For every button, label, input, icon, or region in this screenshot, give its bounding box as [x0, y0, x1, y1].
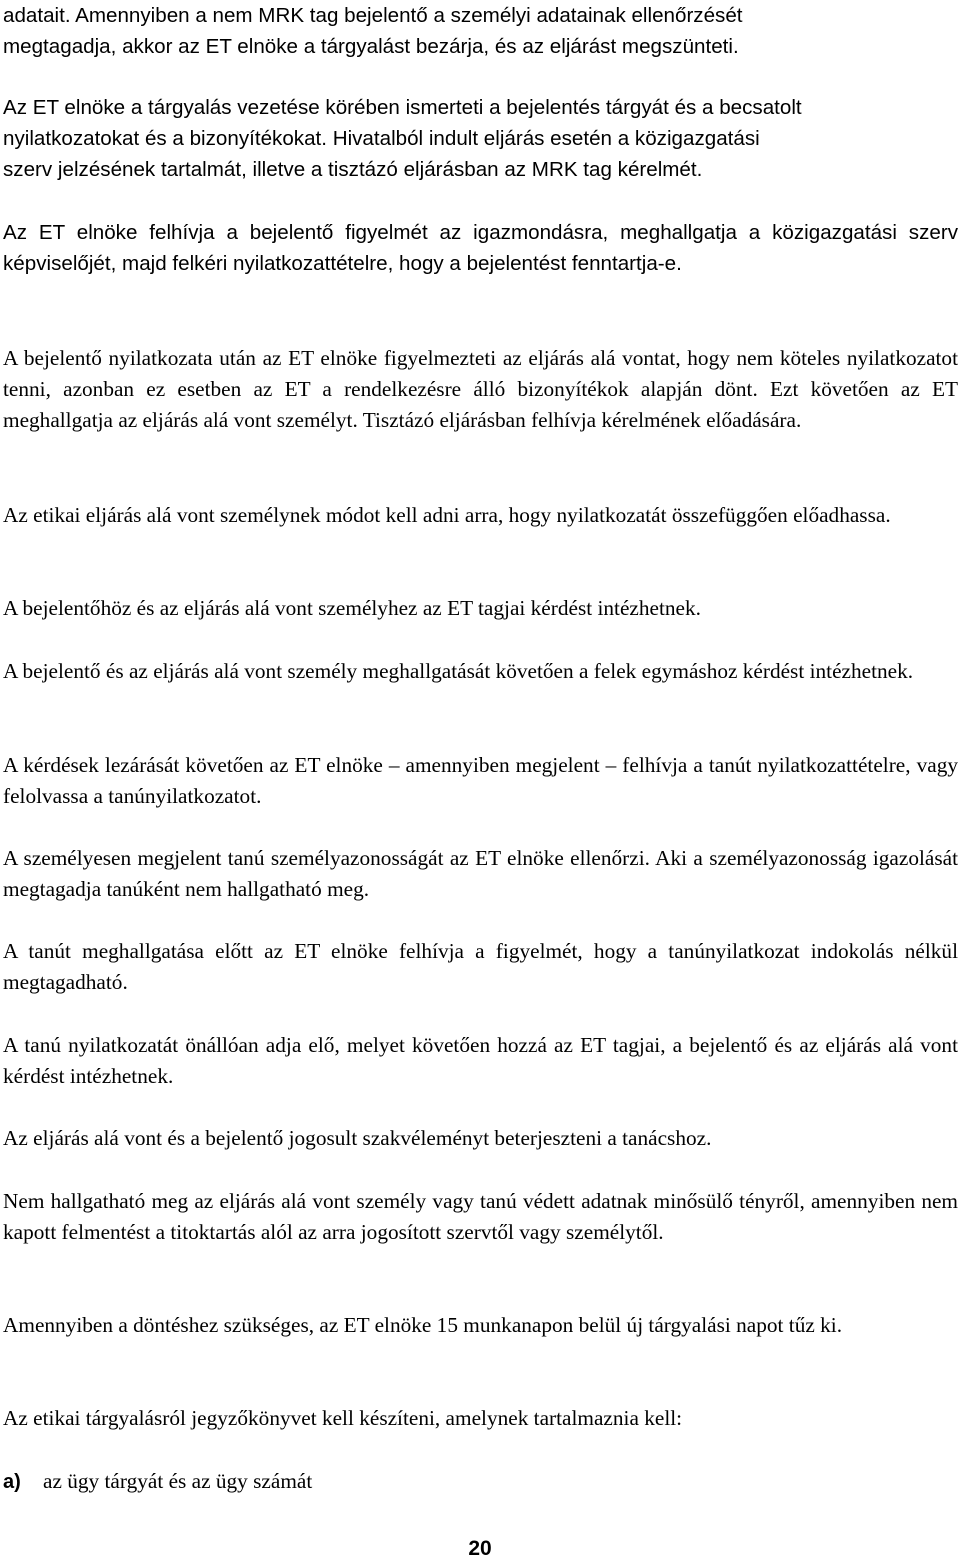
- paragraph-6: A bejelentőhöz és az eljárás alá vont személyhez az ET tagjai kérdést intézhetnek.: [3, 596, 701, 620]
- paragraph-12: Az eljárás alá vont és a bejelentő jogosult szakvéleményt beterjeszteni a tanácshoz.: [3, 1126, 712, 1150]
- paragraph-13: Nem hallgatható meg az eljárás alá vont személy vagy tanú védett adatnak minősülő tényről, amennyiben nem kapott felmentést a titoktartás alól az arra jogosított szervtől vagy személytől.: [3, 1189, 958, 1244]
- paragraph-15: Az etikai tárgyalásról jegyzőkönyvet kell készíteni, amelynek tartalmaznia kell:: [3, 1406, 683, 1430]
- page-number: 20: [468, 1537, 492, 1560]
- paragraph-14: Amennyiben a döntéshez szükséges, az ET elnöke 15 munkanapon belül új tárgyalási napot tűz ki.: [3, 1313, 843, 1337]
- paragraph-4: A bejelentő nyilatkozata után az ET elnöke figyelmezteti az eljárás alá vontat, hogy nem köteles nyilatkozatot tenni, azonban ez esetben az ET a rendelkezésre álló bizonyítékok alapján dönt. Ezt követően az ET meghallgatja az eljárás alá vont személyt. Tisztázó eljárásban felhívja kérelmének előadására.: [3, 346, 958, 432]
- paragraph-7: A bejelentő és az eljárás alá vont személy meghallgatását követően a felek egymáshoz kérdést intézhetnek.: [3, 659, 914, 683]
- paragraph-9: A személyesen megjelent tanú személyazonosságát az ET elnöke ellenőrzi. Aki a személyazonosság igazolását megtagadja tanúként nem hallgatható meg.: [3, 846, 958, 901]
- paragraph-3: Az ET elnöke felhívja a bejelentő figyelmét az igazmondásra, meghallgatja a közigazgatási szerv képviselőjét, majd felkéri nyilatkozattételre, hogy a bejelentést fenntartja-e.: [3, 221, 958, 275]
- list-marker: a): [3, 1471, 21, 1493]
- paragraph-2-line-2a: nyilatkozatokat és a bizonyítékokat.: [3, 127, 327, 150]
- list-item: [3, 1466, 958, 1498]
- list-item-text: az ügy tárgyát és az ügy számát: [43, 1469, 313, 1493]
- paragraph-5: Az etikai eljárás alá vont személynek módot kell adni arra, hogy nyilatkozatát összefüggően előadhassa.: [3, 503, 891, 527]
- paragraph-2-line-1: Az ET elnöke a tárgyalás vezetése körében ismerteti a bejelentés tárgyát és a becsatolt: [3, 96, 802, 119]
- paragraph-2-line-3: szerv jelzésének tartalmát, illetve a tisztázó eljárásban az MRK tag kérelmét.: [3, 158, 703, 181]
- paragraph-1-line-1: adatait. Amennyiben a nem MRK tag bejelentő a személyi adatainak ellenőrzését: [3, 4, 743, 27]
- paragraph-8: A kérdések lezárását követően az ET elnöke – amennyiben megjelent – felhívja a tanút nyilatkozattételre, vagy felolvassa a tanúnyilatkozatot.: [3, 753, 958, 808]
- paragraph-10: A tanút meghallgatása előtt az ET elnöke felhívja a figyelmét, hogy a tanúnyilatkozat indokolás nélkül megtagadható.: [3, 939, 958, 994]
- paragraph-11: A tanú nyilatkozatát önállóan adja elő, melyet követően hozzá az ET tagjai, a bejelentő és az eljárás alá vont kérdést intézhetnek.: [3, 1033, 958, 1088]
- paragraph-1-line-2: megtagadja, akkor az ET elnöke a tárgyalást bezárja, és az eljárást megszünteti.: [3, 35, 739, 58]
- paragraph-1: [3, 0, 958, 62]
- paragraph-2: [3, 92, 958, 185]
- paragraph-2-line-2b: Hivatalból indult eljárás esetén a közigazgatási: [326, 127, 760, 150]
